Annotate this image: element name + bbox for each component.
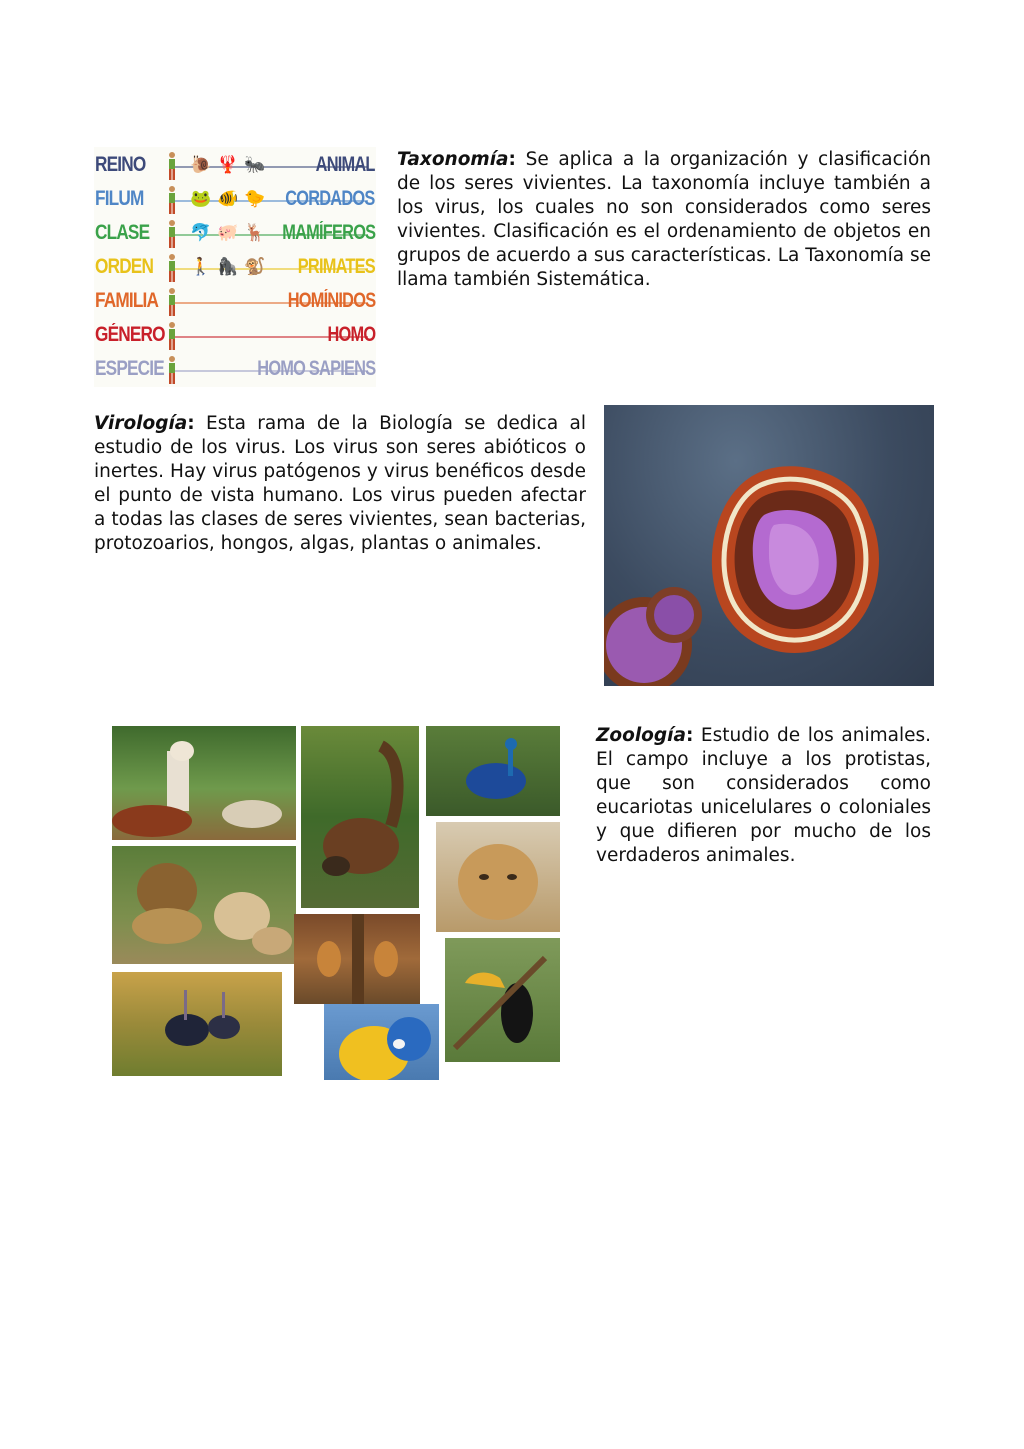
monkeys-photo xyxy=(294,914,420,1004)
human-figure-icon xyxy=(166,287,178,317)
taxonomy-row-genero xyxy=(94,319,376,353)
human-figure-icon xyxy=(166,321,178,351)
taxonomy-row-familia xyxy=(94,285,376,319)
taxonomia-text: Se aplica a la organización y clasificación de los seres vivientes. La taxonomía incluye también a los virus, los cuales no son considerados como seres vivientes. Clasificación es el ordenamiento de objetos en grupos de acuerdo a sus características. La Taxonomía se llama también Sistemática. xyxy=(397,149,931,290)
human-figure-icon xyxy=(166,355,178,385)
macaw-photo xyxy=(324,1004,439,1080)
animals-icon: 🐸🐠🐤 xyxy=(190,189,272,209)
toucan-photo xyxy=(445,938,560,1062)
rank-label: CLASE xyxy=(95,221,150,244)
coati-photo xyxy=(301,726,419,908)
taxonomy-row-clase xyxy=(94,217,376,251)
virus-illustration xyxy=(604,405,934,686)
taxonomia-term: Taxonomía xyxy=(397,149,509,170)
puma-photo xyxy=(436,822,560,932)
rank-label: REINO xyxy=(95,153,146,176)
taxon-label: HOMO xyxy=(327,323,375,346)
human-figure-icon xyxy=(166,185,178,215)
zoologia-term: Zoología xyxy=(596,725,686,746)
taxon-label: PRIMATES xyxy=(297,255,375,278)
ostriches-photo xyxy=(112,972,282,1076)
taxonomy-row-especie xyxy=(94,353,376,387)
zoology-collage-image xyxy=(105,718,565,1084)
animals-icon: 🐌🦞🐜 xyxy=(190,155,272,175)
rank-label: ESPECIE xyxy=(95,357,164,380)
animals-icon: 🐬🐖🦌 xyxy=(190,223,272,243)
taxonomy-chart-image xyxy=(94,147,376,387)
virologia-text: Esta rama de la Biología se dedica al estudio de los virus. Los virus son seres abióticos o inertes. Hay virus patógenos y virus benéficos desde el punto de vista humano. Los virus pueden afectar a todas las clases de seres vivientes, sean bacterias, protozoarios, hongos, algas, plantas o animales. xyxy=(94,413,586,554)
virologia-term: Virología xyxy=(94,413,188,434)
virologia-paragraph: Virología: Esta rama de la Biología se dedica al estudio de los virus. Los virus son seres abióticos o inertes. Hay virus patógenos y virus benéficos desde el punto de vista humano. Los virus pueden afectar a todas las clases de seres vivientes, sean bacterias, protozoarios, hongos, algas, plantas o animales. xyxy=(94,413,586,554)
taxonomia-paragraph: Taxonomía: Se aplica a la organización y clasificación de los seres vivientes. La taxonomía incluye también a los virus, los cuales no son considerados como seres vivientes. Clasificación es el ordenamiento de objetos en grupos de acuerdo a sus características. La Taxonomía se llama también Sistemática. xyxy=(397,149,931,290)
rank-label: FAMILIA xyxy=(95,289,159,312)
peacock-photo xyxy=(426,726,560,816)
human-figure-icon xyxy=(166,253,178,283)
taxon-label: ANIMAL xyxy=(315,153,375,176)
rank-label: ORDEN xyxy=(95,255,154,278)
virus-micrograph-image xyxy=(604,405,934,686)
rank-label: GÉNERO xyxy=(95,323,165,346)
llama-photo xyxy=(112,726,296,840)
zoologia-paragraph: Zoología: Estudio de los animales. El campo incluye a los protistas, que son considerados como eucariotas unicelulares o coloniales y que difieren por mucho de los verdaderos animales. xyxy=(596,725,931,866)
taxon-label: CORDADOS xyxy=(285,187,375,210)
human-figure-icon xyxy=(166,151,178,181)
rank-label: FILUM xyxy=(95,187,144,210)
taxonomy-row-reino xyxy=(94,149,376,183)
taxon-label: HOMO SAPIENS xyxy=(256,357,375,380)
taxon-label: MAMÍFEROS xyxy=(281,221,375,244)
taxonomy-row-filum xyxy=(94,183,376,217)
taxonomy-row-orden xyxy=(94,251,376,285)
zoologia-text: Estudio de los animales. El campo incluye a los protistas, que son considerados como eucariotas unicelulares o coloniales y que difieren por mucho de los verdaderos animales. xyxy=(596,725,931,866)
human-figure-icon xyxy=(166,219,178,249)
animals-icon: 🚶🦍🐒 xyxy=(190,257,272,277)
taxon-label: HOMÍNIDOS xyxy=(287,289,375,312)
lions-photo xyxy=(112,846,296,964)
